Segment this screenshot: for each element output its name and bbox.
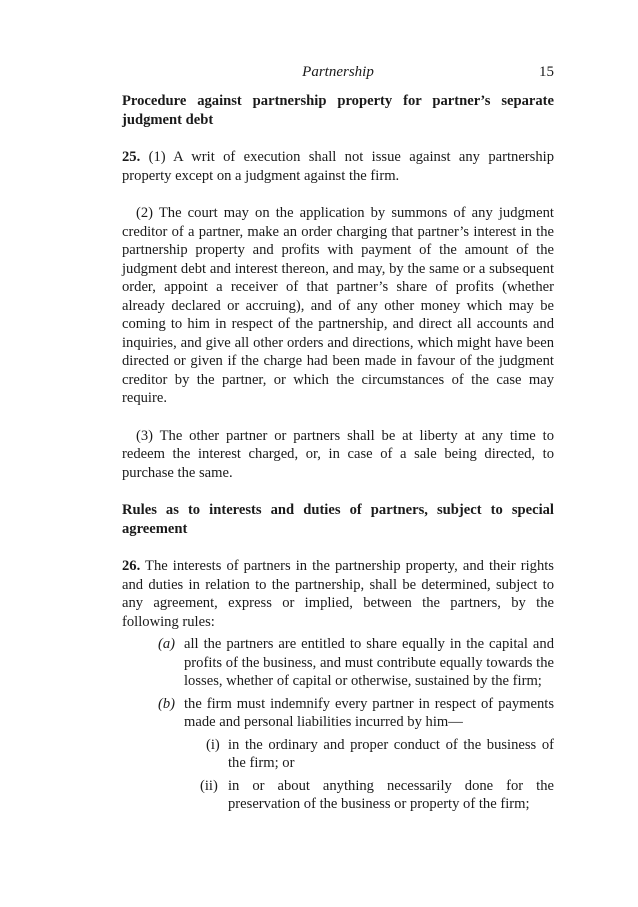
rule-a-label: (a) [158,636,176,652]
rule-b [122,695,554,732]
running-title: Partnership [302,64,374,80]
document-body [122,92,554,814]
rule-b-text: the firm must indemnify every partner in respect of payments made and personal liabilities incurred by him— [184,695,554,730]
rule-b-sub-i-label: (i) [206,736,220,753]
section-25-subsection-2: (2) The court may on the application by summons of any judgment creditor of a partner, make an order charging that partner’s interest in the partnership property and profits with payment of the amount of the judgment debt and interest thereon, and may, by the same or a subsequent order, appoint a receiver of that partner’s share of profits (whether already declared or accruing), and of any other money which may be coming to him in respect of the partnership, and direct all accounts and inquiries, and give all other orders and directions, which might have been directed or given if the charge had been made in favour of the judgment creditor by the partner, or which the circumstances of the case may require. [122,205,554,406]
section-25-heading: Procedure against partnership property for partner’s separate judgment debt [122,93,554,128]
page-number: 15 [539,64,554,80]
rule-a-text: all the partners are entitled to share equally in the capital and profits of the business, and must contribute equally towards the losses, whether of capital or otherwise, sustained by the firm; [184,636,554,689]
section-26-number: 26. [122,558,141,574]
section-25-subsection-1-text: (1) A writ of execution shall not issue against any partnership property except on a judgment against the firm. [122,149,554,184]
section-25-subsection-3: (3) The other partner or partners shall be at liberty at any time to redeem the interest charged, or, in case of a sale being directed, to purchase the same. [122,427,554,481]
rule-b-label: (b) [158,695,176,712]
section-26-heading: Rules as to interests and duties of partners, subject to special agreement [122,502,554,537]
rule-b-sub-ii [122,777,554,814]
rule-b-sub-i-text: in the ordinary and proper conduct of the business of the firm; or [228,736,554,771]
rule-a [122,635,554,691]
section-25-number: 25. [122,149,141,165]
rule-b-sub-ii-label: (ii) [200,777,218,794]
running-head [122,64,554,84]
rule-b-sub-i [122,736,554,773]
section-26-intro [122,557,554,631]
rule-b-sub-ii-text: in or about anything necessarily done for the preservation of the business or property of the firm; [228,777,554,812]
section-25-subsection-1 [122,148,554,185]
section-26-intro-text: The interests of partners in the partnership property, and their rights and duties in relation to the partnership, shall be determined, subject to any agreement, express or implied, between the partners, by the following rules: [122,558,554,630]
